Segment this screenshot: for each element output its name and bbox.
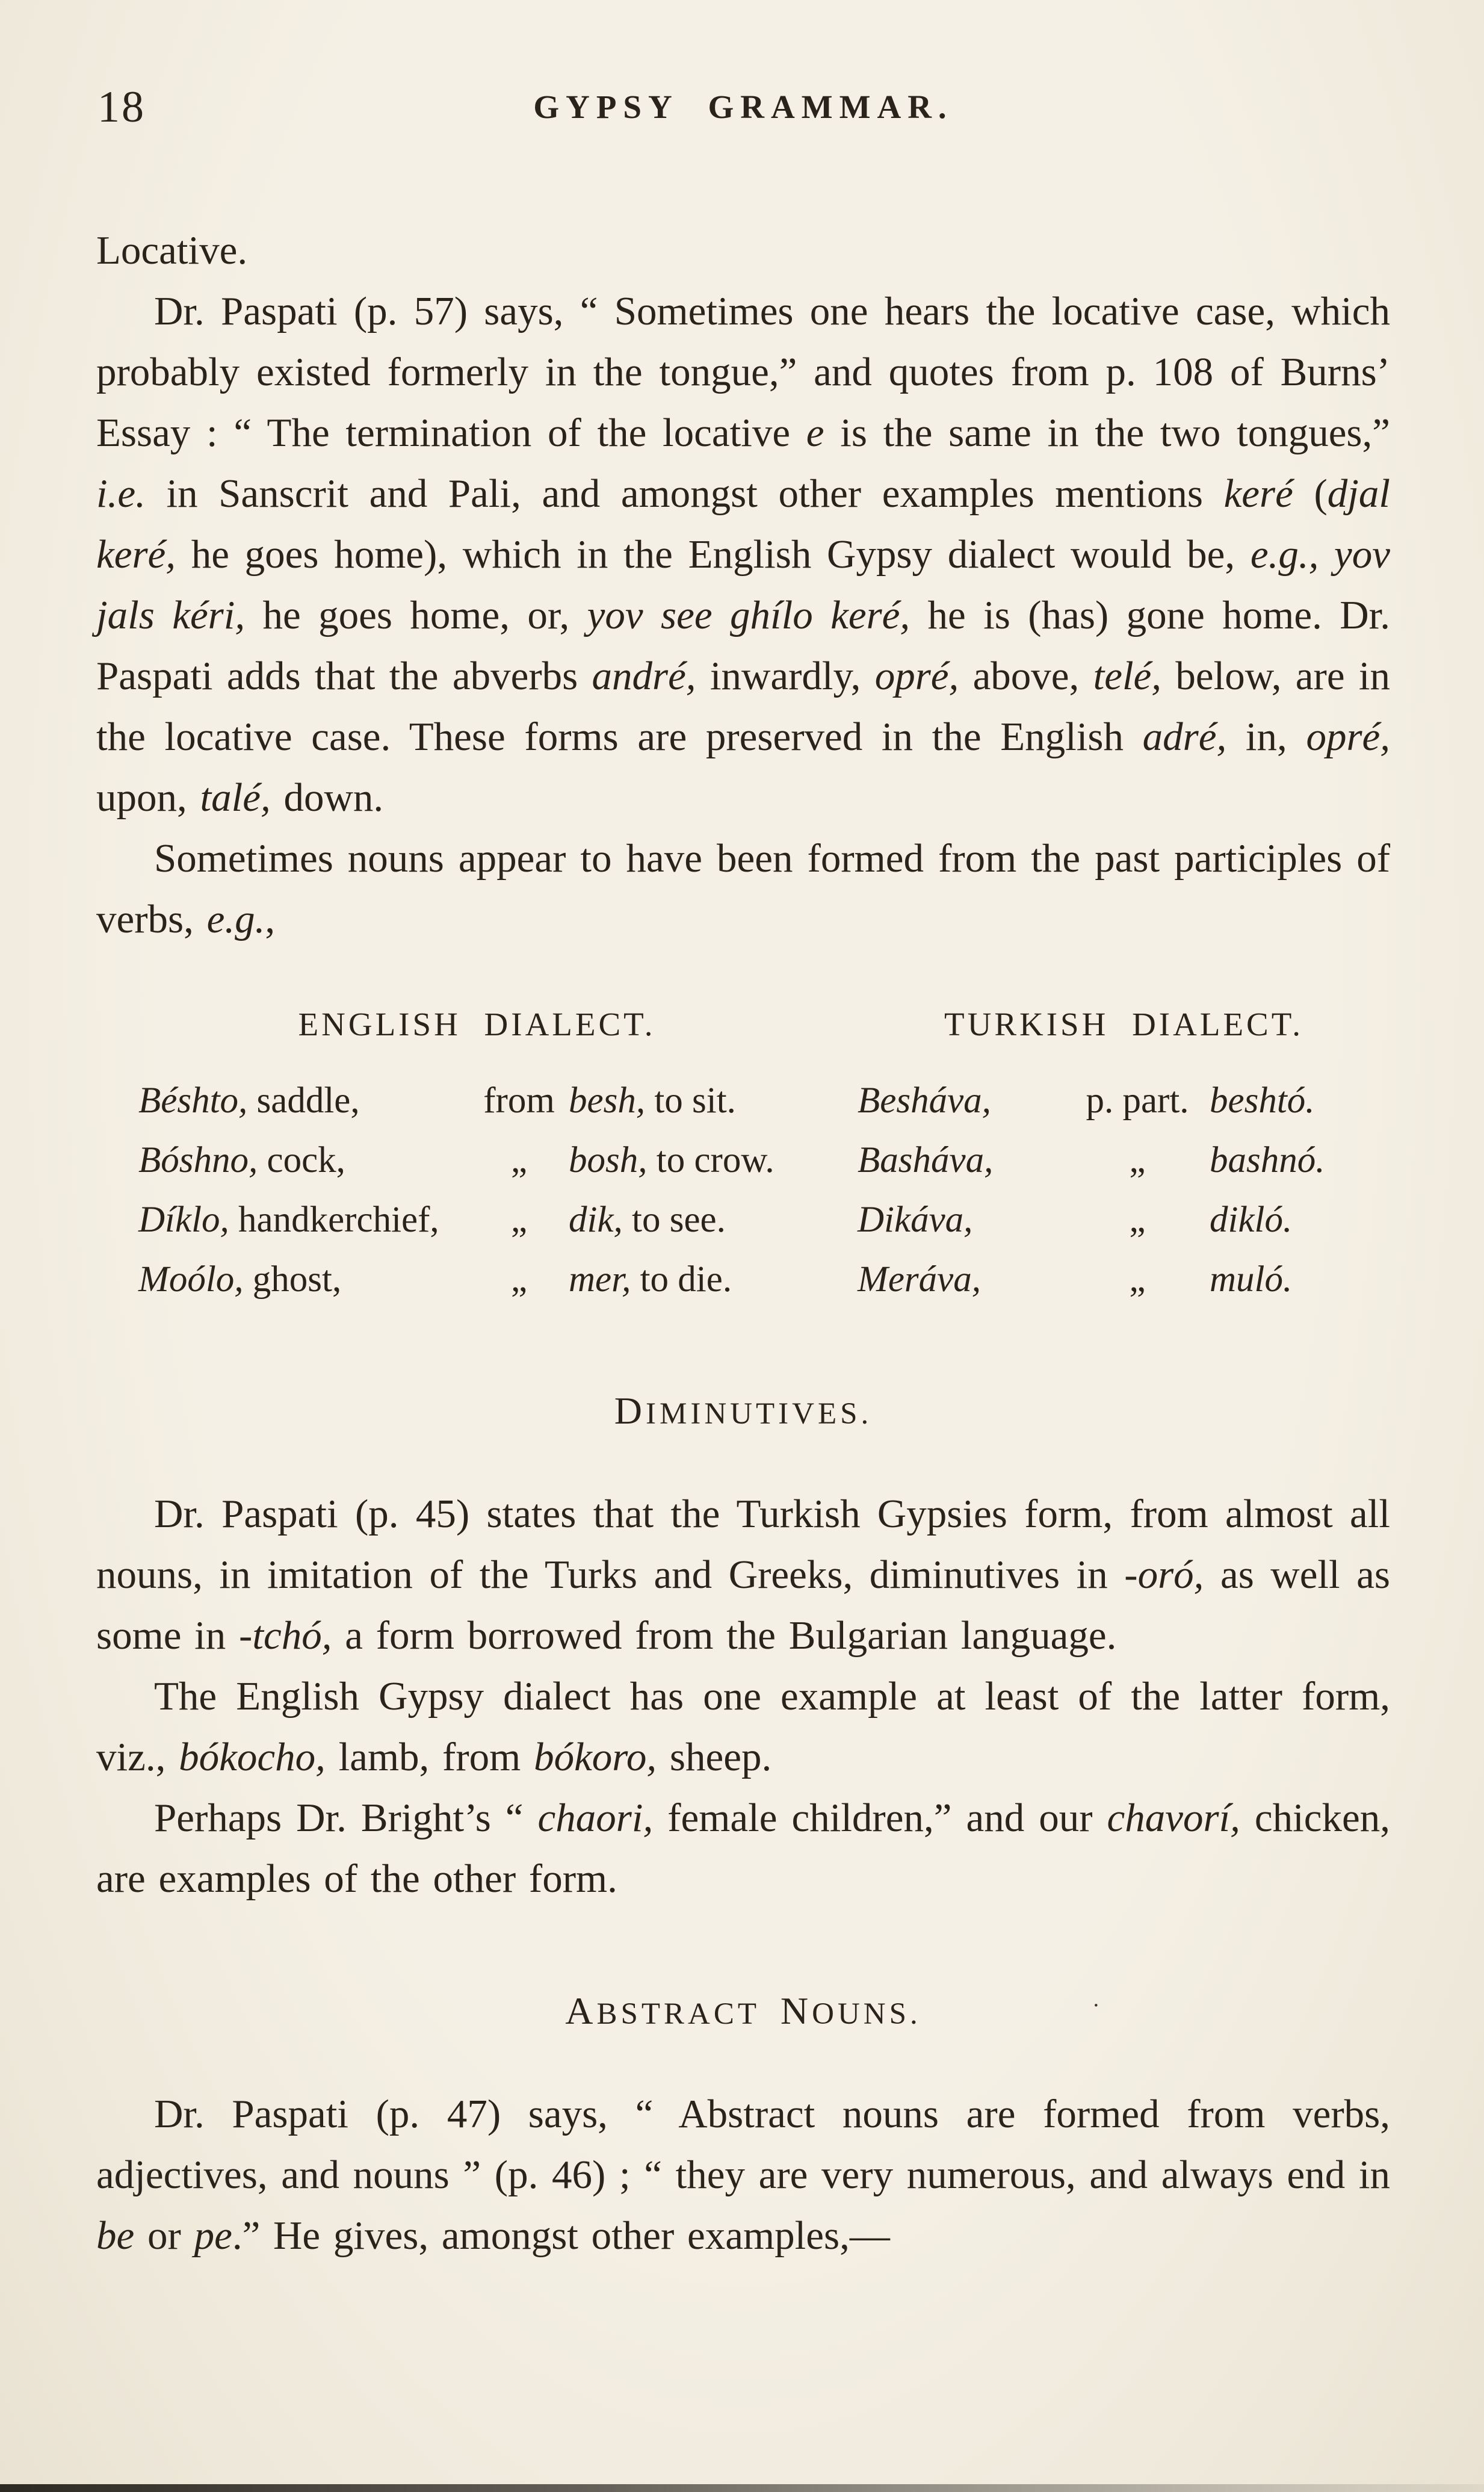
cell-from: from [483,1080,555,1121]
cell-from: „ [510,1259,528,1300]
cell-turkish-word [858,1190,1065,1250]
table-header-english: ENGLISH DIALECT. [298,1006,656,1043]
body-text [96,220,1390,950]
cell-english-word [96,1071,469,1130]
verb-gloss: to see. [632,1200,726,1240]
paragraph-paspati-p57: Dr. Paspati (p. 57) says, “ Sometimes one hears the locative case, which probably existed formerly in the tongue,” and quotes from p. 108 of Burns’ Essay : “ The termination of the locative e is the same in the two tongues,” i.e. in Sanscrit and Pali, and amongst other examples mentions keré (djal keré, he goes home), which in the English Gypsy dialect would be, e.g., yov jals kéri, he goes home, or, yov see ghílo keré, he is (has) gone home. Dr. Paspati adds that the abverbs andré, inwardly, opré, above, telé, below, are in the locative case. These forms are preserved in the English adré, in, opré, upon, talé, down. [96,289,1391,820]
table-header-turkish: TURKISH DIALECT. [944,1006,1303,1043]
gloss: handkerchief, [238,1200,439,1240]
verb-gloss: to die. [640,1259,732,1300]
cell-english-word [96,1250,469,1309]
gypsy-word: Díklo, [138,1200,229,1240]
verb: mer, [569,1259,631,1300]
result-word: bashnó. [1210,1140,1325,1180]
cell-verb [569,1071,858,1130]
gloss: saddle, [256,1080,360,1121]
turkish-word: Besháva, [858,1080,991,1121]
gypsy-word: Bóshno, [138,1140,258,1180]
gypsy-word: Béshto, [138,1080,248,1121]
cell-from: „ [510,1140,528,1180]
turkish-word: Dikáva, [858,1200,973,1240]
paragraph-paspati-p47: Dr. Paspati (p. 47) says, “ Abstract nouns are formed from verbs, adjectives, and nouns ” (p. 46) ; “ they are very numerous, and always end in be or pe.” He gives, amongst other examples,— [96,2092,1390,2258]
cell-verb [569,1190,858,1250]
scan-edge-artifact [0,2484,1484,2492]
paragraph-past-participles: Sometimes nouns appear to have been formed from the past participles of verbs, e.g., [96,836,1390,941]
verb: besh, [569,1080,646,1121]
cell-verb [569,1130,858,1190]
table-row [96,1250,1390,1309]
verb: bosh, [569,1140,648,1180]
cell-turkish-word [858,1071,1065,1130]
cell-verb [569,1250,858,1309]
running-head: GYPSY GRAMMAR. [533,88,953,125]
cell-part: „ [1129,1140,1146,1180]
participle-table [96,1005,1390,1309]
cell-part: „ [1129,1200,1146,1240]
cell-from: „ [510,1200,528,1240]
page-header [96,79,1390,135]
cell-english-word [96,1190,469,1250]
body-text-diminutives [96,1484,1390,1909]
cell-result [1210,1190,1390,1250]
turkish-word: Meráva, [858,1259,981,1300]
cell-turkish-word [858,1130,1065,1190]
cell-part: p. part. [1086,1080,1189,1121]
page-number: 18 [97,82,146,132]
cell-turkish-word [858,1250,1065,1309]
gypsy-word: Moólo, [138,1259,244,1300]
paragraph-locative: Locative. [96,228,248,273]
cell-english-word [96,1130,469,1190]
heading-abstract-nouns [96,1989,1390,2033]
table-row [96,1130,1390,1190]
result-word: dikló. [1210,1200,1293,1240]
paragraph-bright: Perhaps Dr. Bright’s “ chaori, female children,” and our chavorí, chicken, are examples of the other form. [96,1796,1391,1901]
table-row [96,1190,1390,1250]
cell-result [1210,1130,1390,1190]
gloss: cock, [267,1140,345,1180]
heading-diminutives: DIMINUTIVES. [614,1389,873,1432]
verb-gloss: to sit. [654,1080,736,1121]
heading-abstract-nouns-text: ABSTRACT NOUNS. [565,1989,921,2032]
cell-result [1210,1071,1390,1130]
cell-part: „ [1129,1259,1146,1300]
gloss: ghost, [252,1259,342,1300]
result-word: muló. [1210,1259,1293,1300]
paragraph-english-example: The English Gypsy dialect has one example at least of the latter form, viz., bókocho, lamb, from bókoro, sheep. [96,1674,1390,1779]
verb: dik, [569,1200,623,1240]
table-row [96,1071,1390,1130]
ink-dot: · [1092,1993,1104,2018]
body-text-abstract [96,2084,1390,2266]
table-header-row [96,1005,1390,1043]
verb-gloss: to crow. [656,1140,774,1180]
turkish-word: Basháva, [858,1140,994,1180]
paragraph-paspati-p45: Dr. Paspati (p. 45) states that the Turkish Gypsies form, from almost all nouns, in imitation of the Turks and Greeks, diminutives in -oró, as well as some in -tchó, a form borrowed from the Bulgarian language. [96,1492,1390,1658]
result-word: beshtó. [1210,1080,1315,1121]
cell-result [1210,1250,1390,1309]
